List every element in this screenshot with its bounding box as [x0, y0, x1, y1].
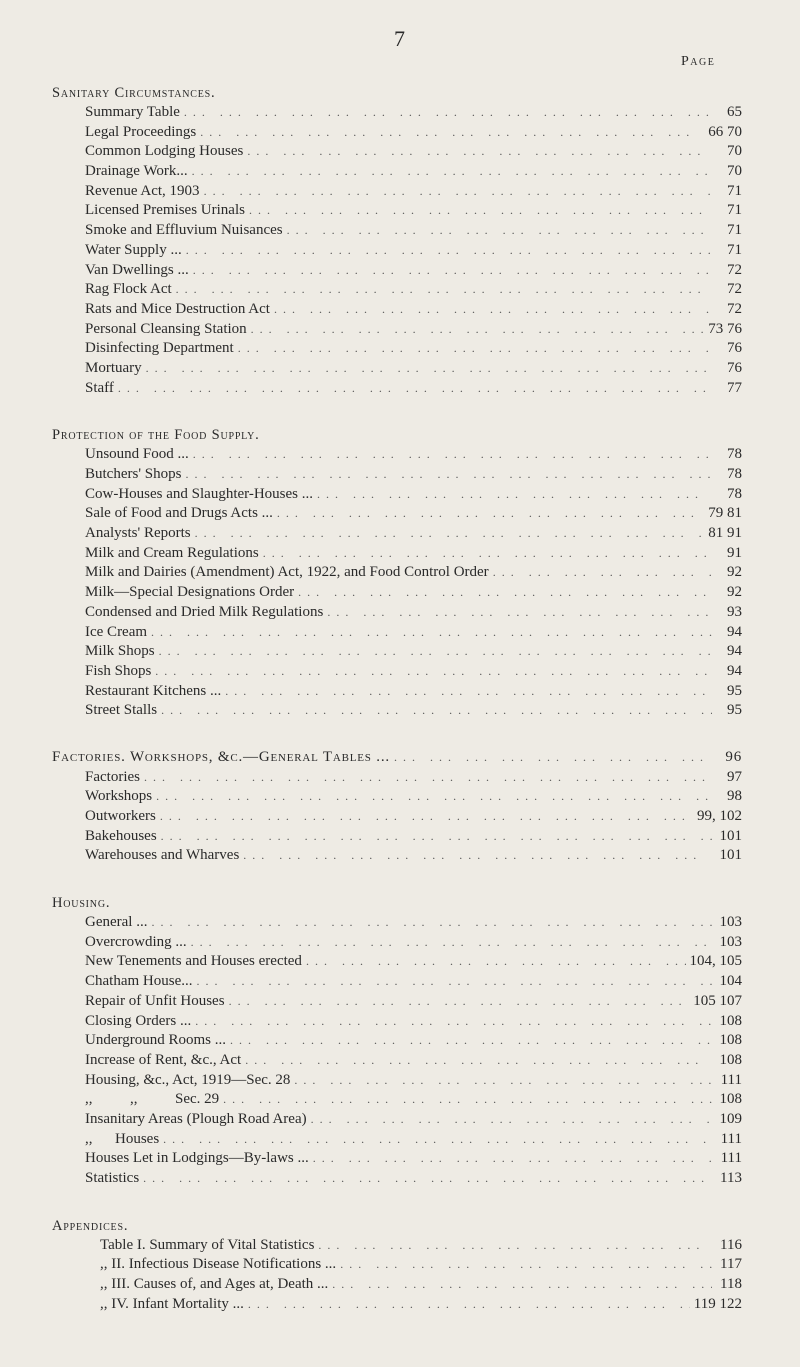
toc-entry	[52, 182, 742, 202]
toc-entry	[52, 339, 742, 359]
dot-leader	[193, 261, 712, 281]
entry-page-number: 72	[727, 261, 742, 278]
entry-label: Milk and Dairies (Amendment) Act, 1922, and Food Control Order	[85, 564, 489, 581]
toc-entry	[52, 972, 742, 992]
dot-leader	[274, 300, 712, 320]
dot-leader	[306, 952, 686, 972]
dot-leader	[159, 642, 712, 662]
dot-leader	[318, 1236, 712, 1256]
dot-leader	[229, 992, 690, 1012]
dot-leader	[247, 142, 712, 162]
dot-leader	[225, 682, 712, 702]
toc-entry	[52, 465, 742, 485]
dot-leader	[191, 933, 712, 953]
toc-entry	[52, 241, 742, 261]
toc-entry	[52, 827, 742, 847]
entry-label: ,, IV. Infant Mortality ...	[100, 1295, 244, 1312]
toc-entry	[52, 379, 742, 399]
entry-page-number: 113	[720, 1170, 742, 1186]
dot-leader	[193, 445, 712, 465]
entry-page-number: 109	[719, 1110, 742, 1127]
toc-entry	[52, 1255, 742, 1275]
entry-label: Butchers' Shops	[85, 466, 182, 482]
entry-label: Legal Proceedings	[85, 123, 197, 140]
toc-entry	[52, 563, 742, 583]
dot-leader	[204, 182, 712, 202]
toc-entry	[52, 103, 742, 123]
entry-page-number: 76	[727, 340, 742, 357]
dot-leader	[223, 1090, 712, 1110]
toc-entry	[52, 221, 742, 241]
entry-label: Milk and Cream Regulations	[85, 544, 259, 561]
entry-label: Insanitary Areas (Plough Road Area)	[85, 1110, 307, 1127]
dot-leader	[155, 662, 712, 682]
toc-section	[52, 893, 742, 1189]
entry-page-number: 95	[727, 682, 742, 699]
toc-entry	[52, 662, 742, 682]
toc-entry	[52, 1169, 742, 1189]
toc-section	[52, 1216, 742, 1315]
dot-leader	[277, 504, 704, 524]
entry-label: Disinfecting Department	[85, 340, 234, 357]
dot-leader	[298, 583, 712, 603]
entry-label: Restaurant Kitchens ...	[85, 682, 222, 699]
entry-page-number: 108	[719, 1091, 742, 1108]
dot-leader	[186, 241, 712, 261]
dot-leader	[249, 201, 712, 221]
dot-leader	[163, 1130, 712, 1150]
entry-page-number: 118	[720, 1276, 742, 1293]
dot-leader	[263, 544, 712, 564]
dot-leader	[192, 162, 712, 182]
page-number: 7	[394, 26, 406, 51]
entry-label: Overcrowding ...	[85, 933, 187, 950]
entry-label: Personal Cleansing Station	[85, 320, 247, 337]
entry-page-number: 116	[720, 1236, 742, 1253]
dot-leader	[176, 280, 712, 300]
toc-entry	[52, 603, 742, 623]
entry-label: Staff	[85, 379, 114, 396]
dot-leader	[196, 972, 712, 992]
toc-entry	[52, 485, 742, 505]
dot-leader	[311, 1110, 712, 1130]
entry-page-number: 103	[719, 933, 742, 950]
dot-leader	[118, 379, 712, 399]
entry-page-number: 108	[719, 1032, 742, 1049]
toc-entry	[52, 701, 742, 721]
dot-leader	[185, 465, 712, 485]
entry-label: Analysts' Reports	[85, 525, 191, 542]
table-of-contents	[52, 83, 742, 1341]
entry-page-number: 101	[719, 847, 742, 864]
entry-page-number: 111	[720, 1150, 742, 1167]
entry-label: Summary Table	[85, 104, 180, 120]
entry-page-number: 72	[727, 300, 742, 317]
entry-page-number: 117	[720, 1256, 742, 1273]
toc-section	[52, 425, 742, 721]
toc-entry	[52, 201, 742, 221]
toc-entry	[52, 682, 742, 702]
entry-label: Bakehouses	[85, 827, 157, 844]
toc-entry	[52, 1090, 742, 1110]
entry-label: Unsound Food ...	[85, 446, 189, 463]
toc-entry	[52, 1110, 742, 1130]
entry-page-number: 71	[727, 241, 742, 258]
entry-page-number: 108	[719, 1051, 742, 1068]
toc-entry	[52, 280, 742, 300]
toc-entry	[52, 504, 742, 524]
dot-leader	[160, 807, 693, 827]
dot-leader	[332, 1275, 712, 1295]
toc-entry	[52, 1130, 742, 1150]
entry-label: ,, Houses	[85, 1130, 160, 1147]
entry-label: Rag Flock Act	[85, 281, 172, 298]
entry-page-number: 71	[727, 182, 742, 199]
toc-entry	[52, 992, 742, 1012]
toc-entry	[52, 445, 742, 465]
toc-entry	[52, 359, 742, 379]
dot-leader	[230, 1031, 712, 1051]
entry-label: ,, III. Causes of, and Ages at, Death ...	[100, 1276, 329, 1293]
dot-leader	[340, 1255, 712, 1275]
entry-label: Chatham House...	[85, 973, 193, 990]
entry-page-number: 92	[727, 564, 742, 581]
entry-page-number: 71	[727, 202, 742, 219]
entry-page-number: 111	[720, 1071, 742, 1088]
entry-page-number: 78	[727, 446, 742, 463]
toc-entry	[52, 1295, 742, 1315]
entry-label: Drainage Work...	[85, 163, 188, 180]
toc-section	[52, 83, 742, 398]
entry-label: Increase of Rent, &c., Act	[85, 1051, 242, 1068]
entry-label: Statistics	[85, 1170, 140, 1186]
entry-page-number: 78	[727, 466, 742, 482]
entry-label: Milk—Special Designations Order	[85, 584, 295, 601]
entry-label: Revenue Act, 1903	[85, 182, 200, 199]
toc-entry	[52, 642, 742, 662]
entry-label: Rats and Mice Destruction Act	[85, 300, 270, 317]
entry-page-number: 105 107	[693, 992, 742, 1009]
dot-leader	[143, 1169, 712, 1189]
entry-page-number: 98	[727, 788, 742, 805]
entry-page-number: 76	[727, 359, 742, 376]
dot-leader	[317, 485, 712, 505]
dot-leader	[195, 1012, 712, 1032]
entry-page-number: 95	[727, 702, 742, 719]
entry-page-number: 65	[727, 104, 742, 120]
section-page-number: 96	[725, 748, 742, 765]
entry-page-number: 71	[727, 222, 742, 239]
toc-entry	[52, 952, 742, 972]
entry-page-number: 94	[727, 662, 742, 679]
entry-page-number: 111	[720, 1130, 742, 1147]
toc-entry	[52, 623, 742, 643]
toc-entry	[52, 261, 742, 281]
entry-label: Milk Shops	[85, 643, 155, 660]
entry-label: Housing, &c., Act, 1919—Sec. 28	[85, 1071, 291, 1088]
toc-entry	[52, 583, 742, 603]
entry-page-number: 97	[727, 768, 742, 785]
entry-page-number: 72	[727, 281, 742, 298]
entry-page-number: 104, 105	[689, 953, 742, 970]
entry-page-number: 70	[727, 143, 742, 160]
toc-entry	[52, 1149, 742, 1169]
toc-entry	[52, 768, 742, 788]
entry-label: Sale of Food and Drugs Acts ...	[85, 505, 273, 522]
section-title: Sanitary Circumstances.	[52, 85, 216, 101]
entry-page-number: 91	[727, 544, 742, 561]
section-title: Protection of the Food Supply.	[52, 427, 260, 444]
entry-page-number: 101	[719, 827, 742, 844]
toc-entry	[52, 1275, 742, 1295]
entry-page-number: 92	[727, 584, 742, 601]
entry-label: Van Dwellings ...	[85, 261, 189, 278]
toc-entry	[52, 846, 742, 866]
entry-label: Closing Orders ...	[85, 1012, 192, 1029]
entry-page-number: 77	[727, 379, 742, 396]
entry-label: Table I. Summary of Vital Statistics	[100, 1236, 315, 1253]
toc-entry	[52, 1012, 742, 1032]
toc-entry	[52, 787, 742, 807]
entry-page-number: 108	[719, 1012, 742, 1029]
toc-entry	[52, 1031, 742, 1051]
dot-leader	[195, 524, 705, 544]
entry-label: Outworkers	[85, 808, 156, 824]
dot-leader	[294, 1071, 712, 1091]
toc-entry	[52, 1051, 742, 1071]
dot-leader	[200, 123, 704, 143]
entry-label: Factories	[85, 768, 140, 785]
entry-label: New Tenements and Houses erected	[85, 953, 302, 970]
entry-label: Smoke and Effluvium Nuisances	[85, 222, 283, 239]
entry-page-number: 70	[727, 163, 742, 180]
entry-page-number: 119 122	[693, 1295, 742, 1312]
entry-page-number: 99, 102	[697, 808, 742, 824]
toc-entry	[52, 913, 742, 933]
toc-entry	[52, 162, 742, 182]
dot-leader	[161, 701, 712, 721]
dot-leader	[493, 563, 712, 583]
section-title: Appendices.	[52, 1217, 129, 1234]
toc-entry	[52, 524, 742, 544]
dot-leader	[251, 320, 705, 340]
dot-leader	[161, 827, 712, 847]
entry-label: Repair of Unfit Houses	[85, 992, 225, 1009]
entry-label: Licensed Premises Urinals	[85, 202, 245, 219]
entry-label: Street Stalls	[85, 702, 158, 719]
dot-leader	[245, 1051, 712, 1071]
entry-label: Houses Let in Lodgings—By-laws ...	[85, 1150, 309, 1167]
page-column-header: Page	[681, 54, 716, 69]
dot-leader	[151, 623, 712, 643]
section-title: Housing.	[52, 895, 111, 912]
entry-page-number: 66 70	[708, 123, 742, 140]
dot-leader	[313, 1149, 712, 1169]
entry-label: Ice Cream	[85, 623, 148, 640]
dot-leader	[184, 103, 712, 123]
entry-label: Water Supply ...	[85, 241, 182, 258]
dot-leader	[238, 339, 712, 359]
dot-leader	[156, 787, 712, 807]
dot-leader	[243, 846, 712, 866]
entry-page-number: 93	[727, 603, 742, 620]
dot-leader	[327, 603, 712, 623]
entry-label: Common Lodging Houses	[85, 143, 244, 160]
toc-entry	[52, 142, 742, 162]
entry-label: Condensed and Dried Milk Regulations	[85, 603, 324, 620]
toc-entry	[52, 123, 742, 143]
entry-page-number: 94	[727, 643, 742, 660]
entry-label: General ...	[85, 914, 148, 931]
toc-entry	[52, 1236, 742, 1256]
entry-page-number: 73 76	[708, 320, 742, 337]
entry-page-number: 104	[719, 973, 742, 990]
entry-page-number: 94	[727, 623, 742, 640]
toc-entry	[52, 320, 742, 340]
dot-leader	[146, 359, 712, 379]
toc-entry	[52, 807, 742, 827]
entry-label: ,, ,, Sec. 29	[85, 1091, 220, 1108]
entry-label: Mortuary	[85, 359, 142, 376]
dot-leader	[287, 221, 712, 241]
entry-page-number: 79 81	[708, 505, 742, 522]
dot-leader	[144, 768, 712, 788]
entry-page-number: 103	[719, 914, 742, 931]
toc-entry	[52, 300, 742, 320]
dot-leader	[151, 913, 712, 933]
entry-page-number: 78	[727, 485, 742, 502]
toc-entry	[52, 933, 742, 953]
entry-page-number: 81 91	[708, 525, 742, 542]
toc-entry	[52, 544, 742, 564]
toc-entry	[52, 1071, 742, 1091]
section-title-label: Factories. Workshops, &c.—General Tables ...	[52, 748, 390, 765]
dot-leader	[248, 1295, 690, 1315]
entry-label: Workshops	[85, 788, 153, 805]
entry-label: Fish Shops	[85, 662, 152, 679]
entry-label: Underground Rooms ...	[85, 1032, 226, 1049]
entry-label: ,, II. Infectious Disease Notifications ...	[100, 1256, 337, 1273]
section-title	[52, 748, 742, 768]
entry-label: Warehouses and Wharves	[85, 847, 240, 864]
toc-section	[52, 748, 742, 866]
entry-label: Cow-Houses and Slaughter-Houses ...	[85, 485, 314, 502]
dot-leader	[394, 748, 712, 768]
